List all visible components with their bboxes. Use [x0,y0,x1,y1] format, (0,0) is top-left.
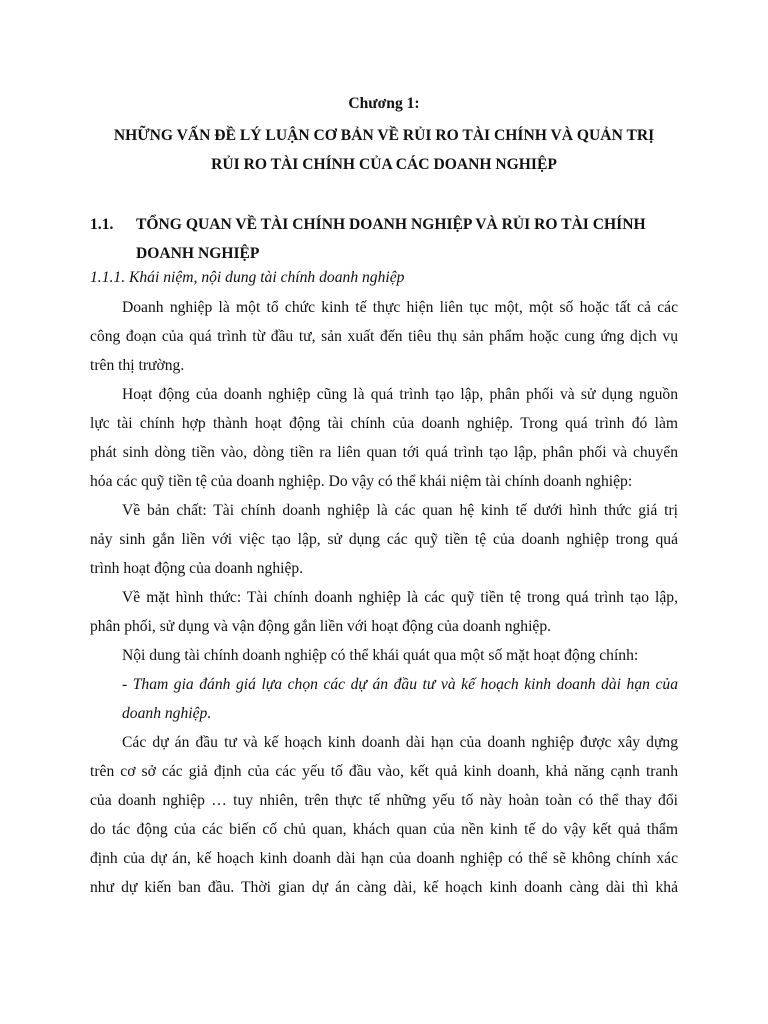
paragraph-line: Về mặt hình thức: Tài chính doanh nghiệp là các quỹ tiền tệ trong quá trình tạo lập, [122,589,678,606]
bullet-line: - Tham gia đánh giá lựa chọn các dự án đầu tư và kế hoạch kinh doanh dài hạn của [122,676,678,693]
subsection-heading: 1.1.1. Khái niệm, nội dung tài chính doanh nghiệp [90,269,405,286]
paragraph-line: như dự kiến ban đầu. Thời gian dự án càng dài, kế hoạch kinh doanh càng dài thì khả [90,879,678,896]
paragraph-line: hóa các quỹ tiền tệ của doanh nghiệp. Do vậy có thể khái niệm tài chính doanh nghiệp: [90,473,633,490]
paragraph-line: nảy sinh gắn liền với việc tạo lập, sử dụng các quỹ tiền tệ của doanh nghiệp trong quá [90,531,678,548]
body-text [90,293,678,902]
paragraph-line: phát sinh dòng tiền vào, dòng tiền ra liên quan tới quá trình tạo lập, phân phối và chuyển [90,444,678,461]
paragraph-line: Doanh nghiệp là một tổ chức kinh tế thực hiện liên tục một, một số hoặc tất cả các [122,299,678,316]
paragraph-line: lực tài chính hợp thành hoạt động tài chính của doanh nghiệp. Trong quá trình đó làm [90,415,678,432]
paragraph-line: công đoạn của quá trình từ đầu tư, sản xuất đến tiêu thụ sản phẩm hoặc cung ứng dịch vụ [90,328,678,345]
chapter-title-line: NHỮNG VẤN ĐỀ LÝ LUẬN CƠ BẢN VỀ RỦI RO TÀI CHÍNH VÀ QUẢN TRỊ [113,127,655,144]
chapter-title-line: RỦI RO TÀI CHÍNH CỦA CÁC DOANH NGHIỆP [211,156,557,173]
paragraph-line: do tác động của các biến cố chủ quan, khách quan của nền kinh tế do vậy kết quả thẩm [90,821,678,838]
paragraph-line: định của dự án, kế hoạch kinh doanh dài hạn của doanh nghiệp có thể sẽ không chính xác [90,850,678,867]
chapter-label: Chương 1: [348,95,420,112]
paragraph-line: phân phối, sử dụng và vận động gắn liền với hoạt động của doanh nghiệp. [90,618,552,635]
section-title-line: TỔNG QUAN VỀ TÀI CHÍNH DOANH NGHIỆP VÀ RỦI RO TÀI CHÍNH [136,216,646,233]
section-title [136,210,681,268]
paragraph-line: trình hoạt động của doanh nghiệp. [90,560,304,577]
paragraph-line: của doanh nghiệp … tuy nhiên, trên thực tế những yếu tố này hoàn toàn có thể thay đổi [90,792,678,809]
paragraph-line: Về bản chất: Tài chính doanh nghiệp là các quan hệ kinh tế dưới hình thức giá trị [122,502,678,519]
paragraph-line: trên thị trường. [90,357,185,374]
paragraph-line: Hoạt động của doanh nghiệp cũng là quá trình tạo lập, phân phối và sử dụng nguồn [122,386,678,403]
bullet-line: doanh nghiệp. [122,705,212,722]
section-number: 1.1. [90,216,114,233]
chapter-title [90,121,678,179]
paragraph-line: Các dự án đầu tư và kế hoạch kinh doanh dài hạn của doanh nghiệp được xây dựng [122,734,678,751]
section-title-line: DOANH NGHIỆP [136,245,260,262]
paragraph-line: trên cơ sở các giả định của các yếu tố đầu vào, kết quả kinh doanh, khả năng cạnh tranh [90,763,678,780]
paragraph-line: Nội dung tài chính doanh nghiệp có thể khái quát qua một số mặt hoạt động chính: [122,647,639,664]
